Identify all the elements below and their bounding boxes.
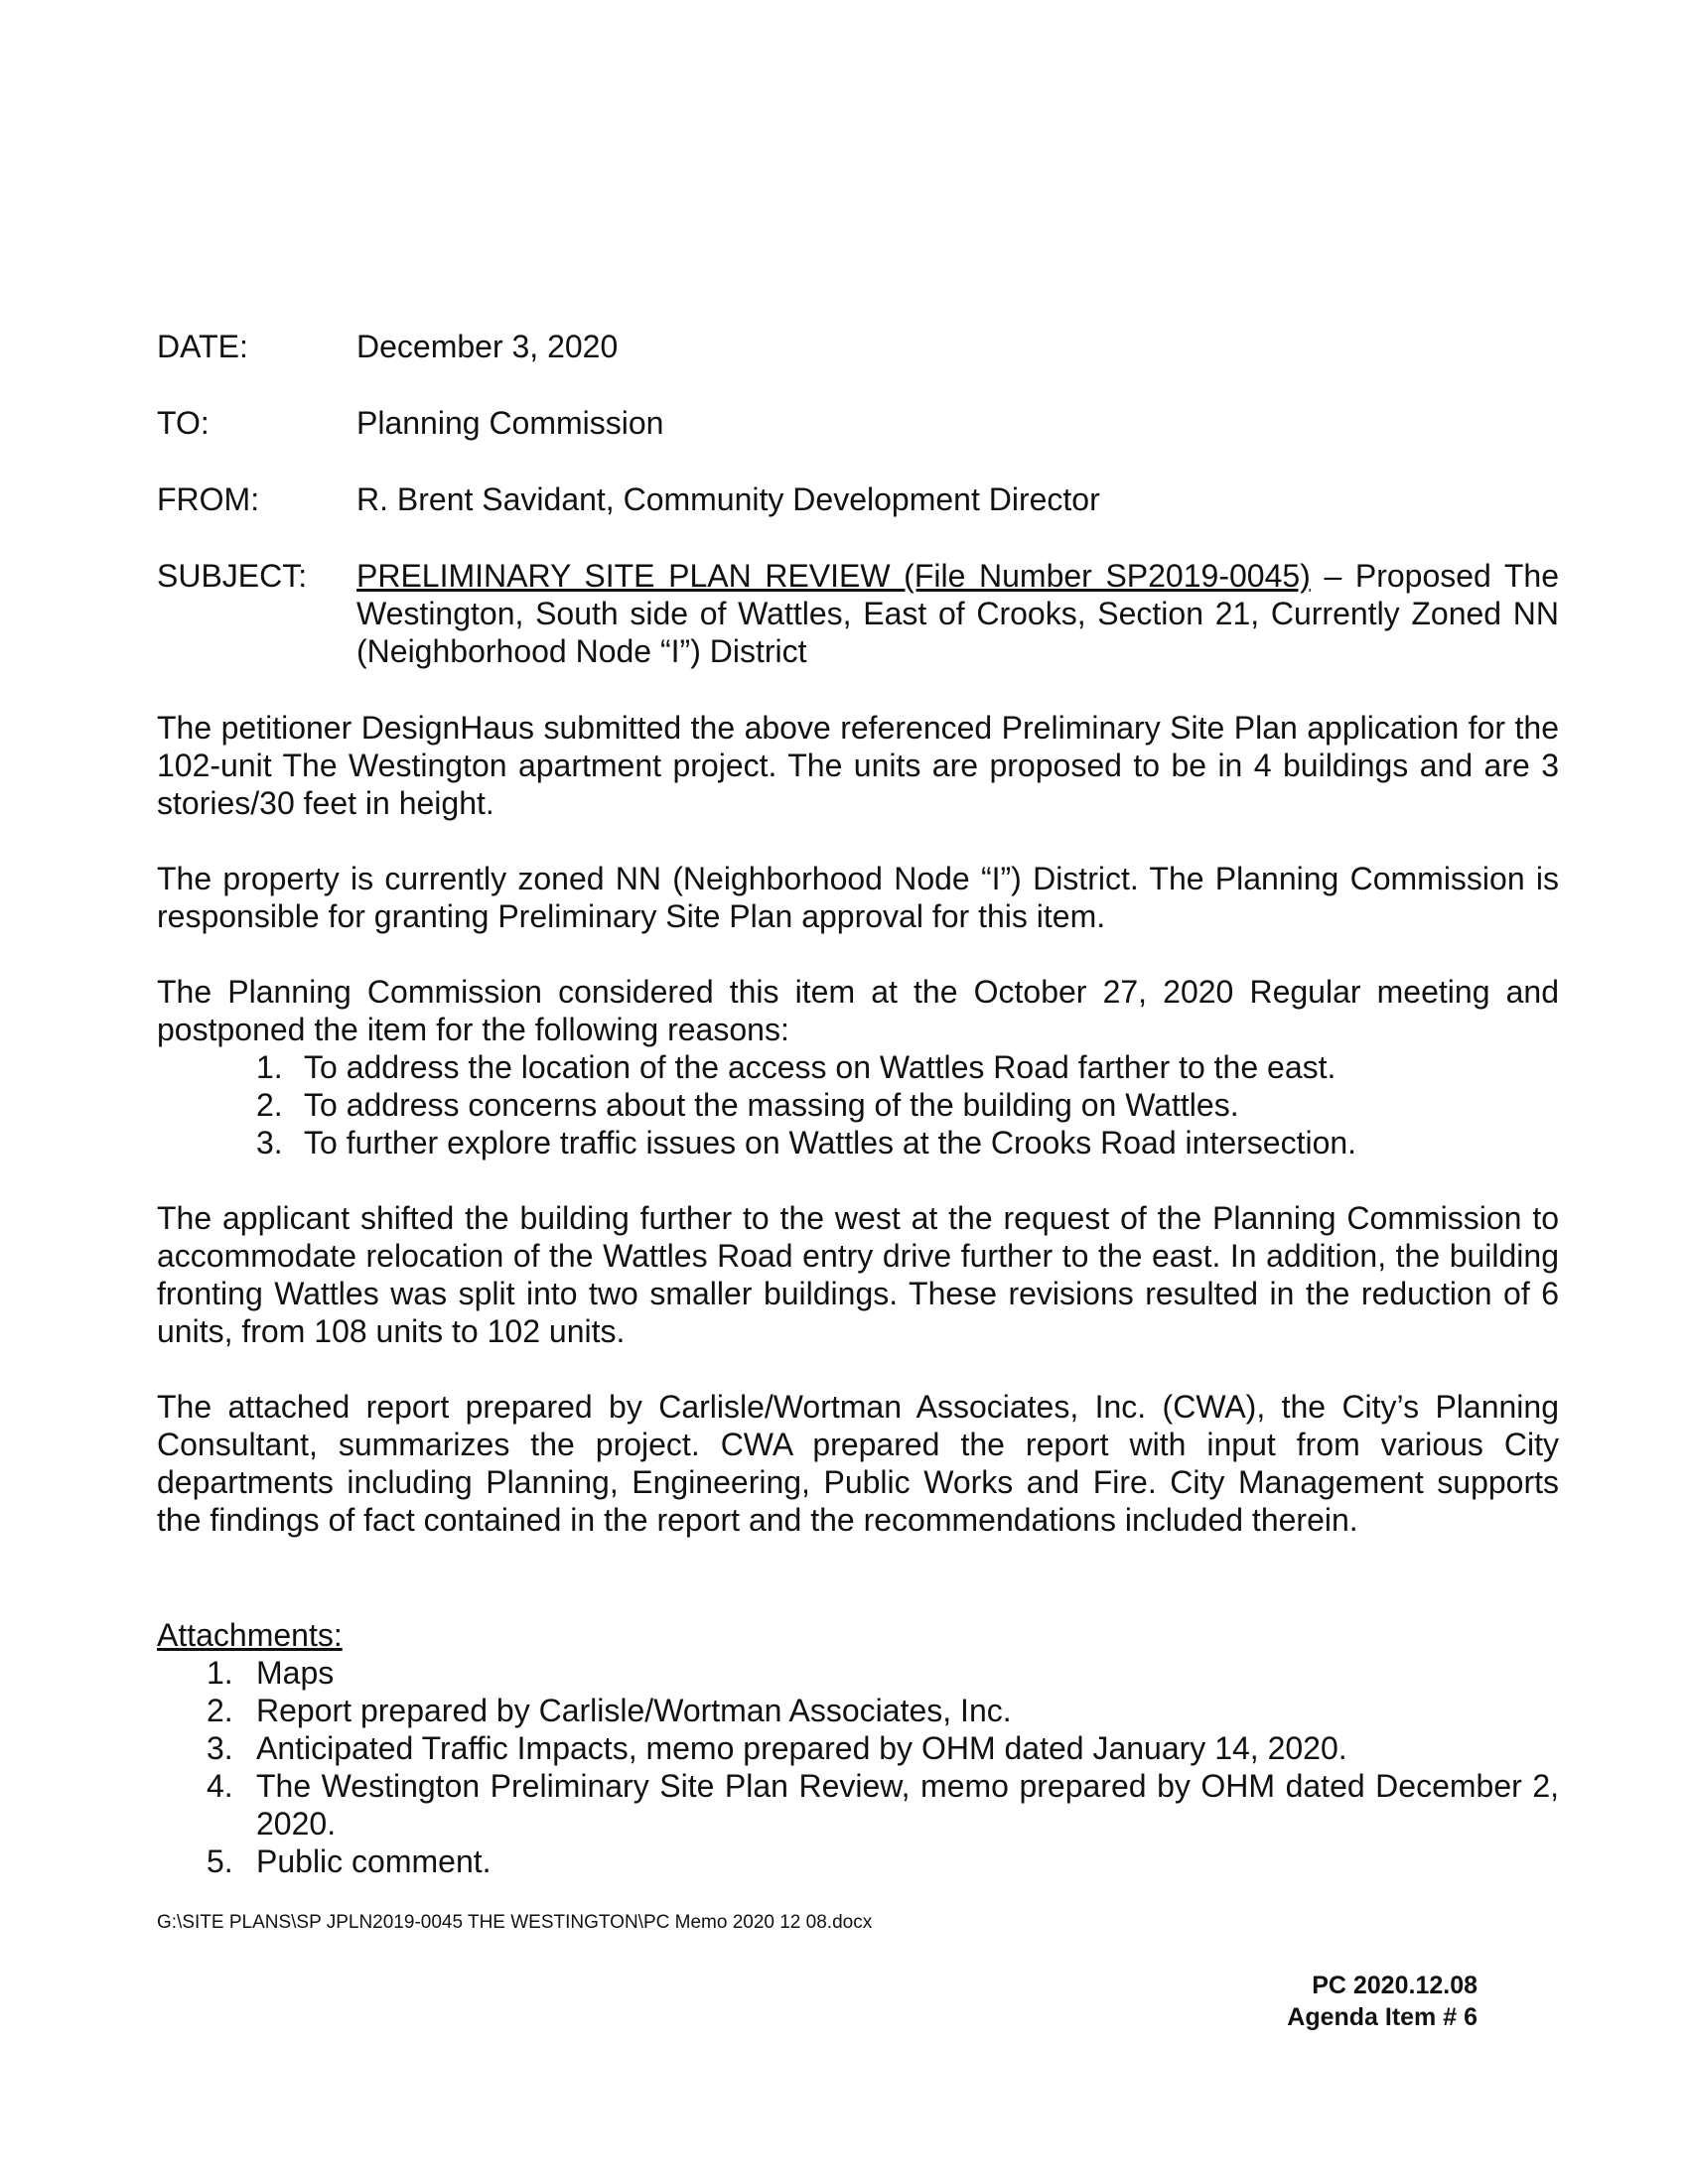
to-label: TO: — [157, 405, 210, 441]
list-item — [157, 1729, 1559, 1767]
memo-content — [157, 328, 1559, 1880]
meeting-id: PC 2020.12.08 — [1312, 1972, 1477, 1999]
list-item-number: 1. — [256, 1049, 283, 1085]
list-item-number: 5. — [207, 1843, 233, 1879]
list-item-text: The Westington Preliminary Site Plan Review, memo prepared by OHM dated December 2, 2020. — [256, 1768, 1559, 1842]
list-item-text: Anticipated Traffic Impacts, memo prepared by OHM dated January 14, 2020. — [256, 1730, 1347, 1766]
file-path-footer: G:\SITE PLANS\SP JPLN2019-0045 THE WESTINGTON\PC Memo 2020 12 08.docx — [157, 1912, 873, 1933]
list-item-number: 3. — [207, 1730, 233, 1766]
reasons-list — [157, 1048, 1559, 1161]
list-item-text: Report prepared by Carlisle/Wortman Associates, Inc. — [256, 1693, 1012, 1728]
list-item-text: To address the location of the access on Wattles Road farther to the east. — [304, 1049, 1336, 1085]
attachments-list — [157, 1654, 1559, 1880]
attachments-title: Attachments: — [157, 1617, 343, 1653]
list-item — [157, 1124, 1559, 1161]
list-item-number: 2. — [256, 1087, 283, 1123]
subject-value — [356, 557, 1559, 670]
date-row — [157, 328, 1559, 365]
agenda-footer — [1287, 1970, 1477, 2033]
list-item — [157, 1843, 1559, 1880]
list-item-number: 4. — [207, 1768, 233, 1804]
list-item — [157, 1654, 1559, 1692]
list-item-number: 1. — [207, 1655, 233, 1691]
agenda-item-number: Agenda Item # 6 — [1287, 2003, 1477, 2031]
list-item-number: 3. — [256, 1125, 283, 1160]
list-item — [157, 1692, 1559, 1729]
subject-file-reference: PRELIMINARY SITE PLAN REVIEW (File Number SP2019-0045) — [356, 558, 1311, 594]
list-item-text: Maps — [256, 1655, 335, 1691]
from-value: R. Brent Savidant, Community Development Director — [356, 481, 1100, 517]
paragraph-zoning: The property is currently zoned NN (Neighborhood Node “I”) District. The Planning Commission is responsible for granting Preliminary Site Plan approval for this item. — [157, 861, 1559, 934]
date-value: December 3, 2020 — [356, 329, 619, 364]
subject-row — [157, 557, 1559, 670]
paragraph-report: The attached report prepared by Carlisle/Wortman Associates, Inc. (CWA), the City’s Planning Consultant, summarizes the project. CWA prepared the report with input from various City departments including Planning, Engineering, Public Works and Fire. City Management supports the findings of fact contained in the report and the recommendations included therein. — [157, 1389, 1559, 1538]
to-row — [157, 404, 1559, 442]
paragraph-revisions: The applicant shifted the building further to the west at the request of the Planning Commission to accommodate relocation of the Wattles Road entry drive further to the east. In addition, the building fronting Wattles was split into two smaller buildings. These revisions resulted in the reduction of 6 units, from 108 units to 102 units. — [157, 1200, 1559, 1349]
from-label: FROM: — [157, 481, 260, 517]
to-value: Planning Commission — [356, 405, 664, 441]
from-row — [157, 480, 1559, 518]
paragraph-petition: The petitioner DesignHaus submitted the above referenced Preliminary Site Plan application for the 102-unit The Westington apartment project. The units are proposed to be in 4 buildings and are 3 stories/30 feet in height. — [157, 710, 1559, 821]
list-item-text: Public comment. — [256, 1843, 492, 1879]
subject-description: – Proposed The Westington, South side of Wattles, East of Crooks, Section 21, Currently Zoned NN (Neighborhood Node “I”) District — [356, 558, 1560, 669]
list-item-text: To further explore traffic issues on Wattles at the Crooks Road intersection. — [304, 1125, 1357, 1160]
list-item — [157, 1086, 1559, 1124]
date-label: DATE: — [157, 329, 248, 364]
list-item — [157, 1048, 1559, 1086]
subject-label: SUBJECT: — [157, 558, 308, 594]
list-item-text: To address concerns about the massing of the building on Wattles. — [304, 1087, 1239, 1123]
list-item-number: 2. — [207, 1693, 233, 1728]
list-item — [157, 1767, 1559, 1843]
paragraph-postponement: The Planning Commission considered this item at the October 27, 2020 Regular meeting and postponed the item for the following reasons: — [157, 974, 1559, 1047]
